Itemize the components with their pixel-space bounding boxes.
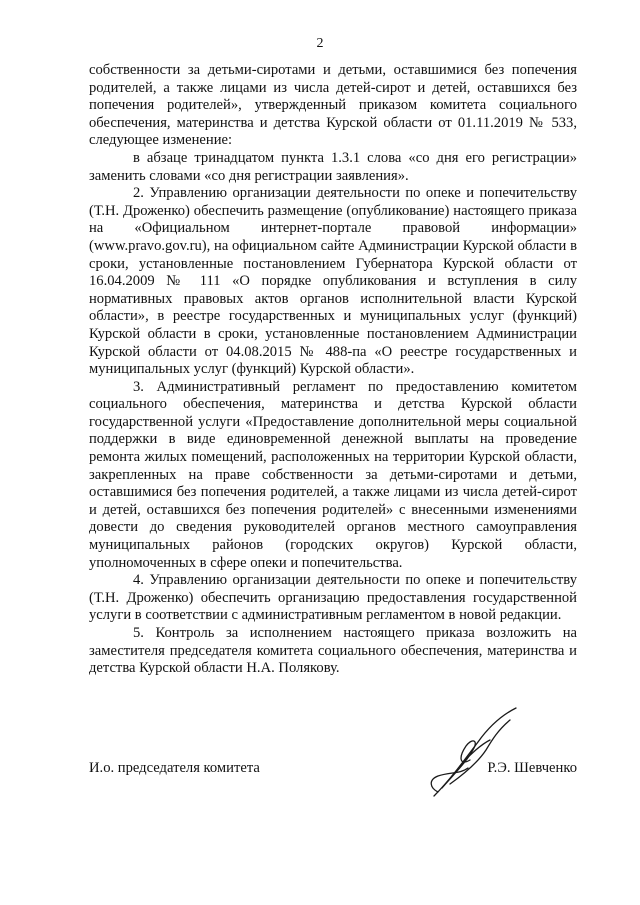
handwritten-signature xyxy=(420,700,530,810)
document-body xyxy=(89,62,577,678)
amendment-paragraph: в абзаце тринадцатом пункта 1.3.1 слова «со дня его регистрации» заменить словами «со дня регистрации заявления». xyxy=(89,149,577,184)
item-4-paragraph: 4. Управлению организации деятельности по опеке и попечительству (Т.Н. Дроженко) обеспечить организацию предоставления государственной услуги в соответствии с административным регламентом в новой редакции. xyxy=(89,572,577,624)
intro-paragraph: собственности за детьми-сиротами и детьми, оставшимися без попечения родителей, а также лицами из числа детей-сирот и детей, оставшихся без попечения родителей», утвержденный приказом комитета социального обеспечения, материнства и детства Курской области от 01.11.2019 № 533, следующее изменение: xyxy=(89,62,577,149)
signatory-name: Р.Э. Шевченко xyxy=(487,760,577,776)
item-3-paragraph: 3. Административный регламент по предоставлению комитетом социального обеспечения, материнства и детства Курской области государственной услуги «Предоставление дополнительной меры социальной поддержки в виде единовременной денежной выплаты на проведение ремонта жилых помещений, расположенных на территории Курской области, закрепленных на праве собственности за детьми-сиротами и детьми, оставшимися без попечения родителей, а также лицами из числа детей-сирот и детей, оставшихся без попечения родителей» с внесенными изменениями довести до сведения руководителей органов местного самоуправления муниципальных районов (городских округов) Курской области, уполномоченных в сфере опеки и попечительства. xyxy=(89,378,577,571)
item-2-paragraph: 2. Управлению организации деятельности по опеке и попечительству (Т.Н. Дроженко) обеспечить размещение (опубликование) настоящего приказа на «Официальном интернет-портале правовой информации» (www.pravo.gov.ru), на официальном сайте Администрации Курской области в сроки, установленные постановлением Губернатора Курской области от 16.04.2009 № 111 «О порядке опубликования и вступления в силу нормативных правовых актов органов исполнительной власти Курской области», в реестре государственных и муниципальных услуг (функций) Курской области в сроки, установленные постановлением Администрации Курской области от 04.08.2015 № 488-па «О реестре государственных и муниципальных услуг (функций) Курской области». xyxy=(89,185,577,378)
page-number: 2 xyxy=(316,36,324,51)
item-5-paragraph: 5. Контроль за исполнением настоящего приказа возложить на заместителя председателя комитета социального обеспечения, материнства и детства Курской области Н.А. Полякову. xyxy=(89,625,577,677)
signatory-title: И.о. председателя комитета xyxy=(89,760,260,776)
